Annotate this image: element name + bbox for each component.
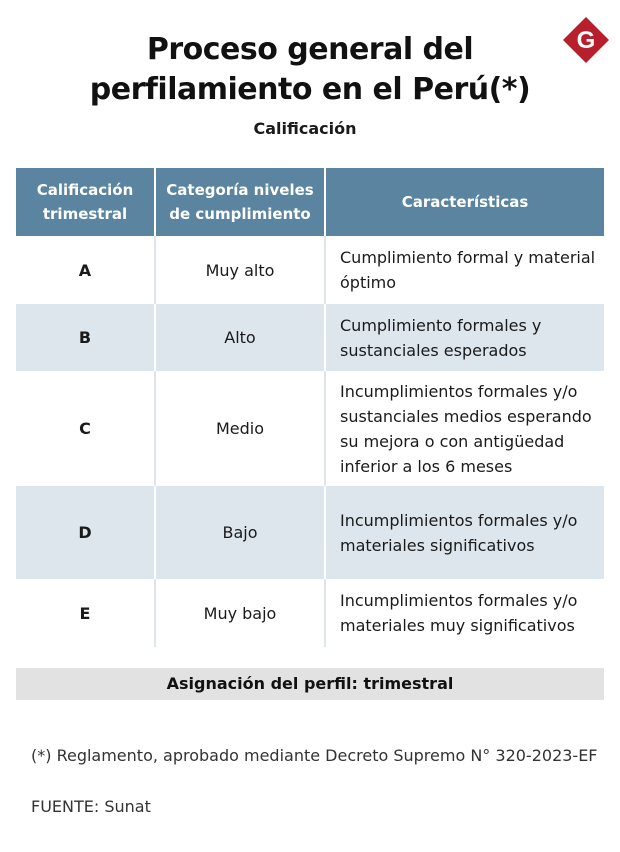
cell-categoria: Alto	[156, 304, 326, 371]
cell-calificacion: A	[16, 236, 156, 304]
cell-categoria: Muy bajo	[156, 579, 326, 647]
column-header-calificacion: Calificación trimestral	[16, 168, 156, 236]
cell-categoria: Bajo	[156, 486, 326, 579]
cell-calificacion: E	[16, 579, 156, 647]
logo-letter: G	[576, 27, 596, 54]
cell-categoria: Medio	[156, 371, 326, 486]
page-title	[60, 30, 560, 110]
title-line-2: perfilamiento en el Perú(*)	[89, 72, 531, 107]
assignment-banner: Asignación del perfil: trimestral	[16, 668, 604, 700]
table-row	[16, 304, 604, 371]
cell-caracteristicas: Incumplimientos formales y/o materiales significativos	[326, 486, 604, 579]
title-line-1: Proceso general del	[146, 32, 474, 67]
profile-table	[16, 168, 604, 647]
table-row	[16, 579, 604, 647]
cell-calificacion: B	[16, 304, 156, 371]
cell-caracteristicas: Cumplimiento formales y sustanciales esperados	[326, 304, 604, 371]
source-note: FUENTE: Sunat	[31, 797, 151, 816]
cell-caracteristicas: Incumplimientos formales y/o sustanciales medios esperando su mejora o con antigüedad inferior a los 6 meses	[326, 371, 604, 486]
footnote: (*) Reglamento, aprobado mediante Decreto Supremo N° 320-2023-EF	[31, 746, 598, 765]
cell-categoria: Muy alto	[156, 236, 326, 304]
table-header-row	[16, 168, 604, 236]
cell-calificacion: C	[16, 371, 156, 486]
cell-calificacion: D	[16, 486, 156, 579]
page-subtitle: Calificación	[253, 119, 357, 138]
column-header-categoria: Categoría niveles de cumplimiento	[156, 168, 326, 236]
table-row	[16, 486, 604, 579]
table-row	[16, 371, 604, 486]
cell-caracteristicas: Cumplimiento formal y material óptimo	[326, 236, 604, 304]
brand-logo-icon	[562, 16, 610, 64]
column-header-caracteristicas: Características	[326, 168, 604, 236]
table-row	[16, 236, 604, 304]
cell-caracteristicas: Incumplimientos formales y/o materiales muy significativos	[326, 579, 604, 647]
